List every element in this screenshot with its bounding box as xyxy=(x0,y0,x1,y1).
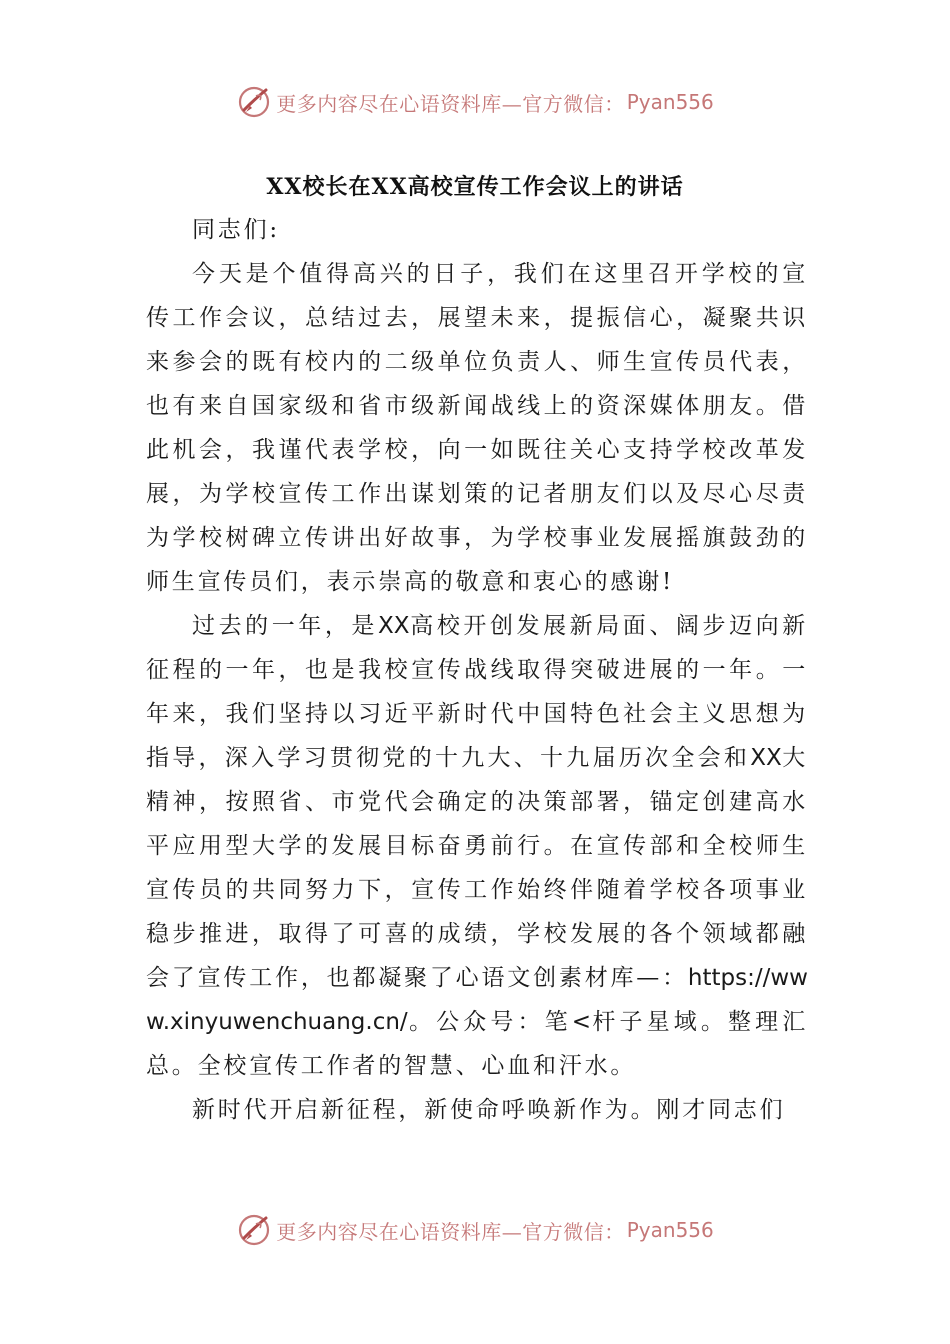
wechat-id: Pyan556 xyxy=(626,1218,714,1242)
p2-text-c: 高校开创发展新局面、阔步迈向新征程的一年，也是我校宣传战线取得突破进展的一年。一年来，我们坚持以习近平新时代中国特色社会主义思想为指导，深入学习贯彻党的十九大、十九届历次全会和 xyxy=(146,613,809,771)
document-body xyxy=(146,208,808,1132)
p2-xx-1: XX xyxy=(377,613,410,639)
p2-text-a: 过去的一年，是 xyxy=(192,613,378,639)
pen-logo-icon xyxy=(236,84,272,120)
wechat-id: Pyan556 xyxy=(626,90,714,114)
paragraph-3: 新时代开启新征程，新使命呼唤新作为。刚才同志们 xyxy=(192,1097,786,1123)
banner-text: 更多内容尽在心语资料库—官方微信： xyxy=(276,91,625,116)
paragraph-1: 今天是个值得高兴的日子，我们在这里召开学校的宣传工作会议，总结过去，展望未来，提振信心，凝聚共识来参会的既有校内的二级单位负责人、师生宣传员代表，也有来自国家级和省市级新闻战线上的资深媒体朋友。借此机会，我谨代表学校，向一如既往关心支持学校改革发展，为学校宣传工作出谋划策的记者朋友们以及尽心尽责为学校树碑立传讲出好故事，为学校事业发展摇旗鼓劲的师生宣传员们，表示崇高的敬意和衷心的感谢! xyxy=(146,261,808,595)
p2-xx-2: XX xyxy=(750,745,782,771)
document-title: XX校长在XX高校宣传工作会议上的讲话 xyxy=(266,174,684,200)
p2-text-h: < xyxy=(571,1009,592,1035)
p2-text-i: 杆子星域。整理汇总。全校宣传工作者的智慧、心血和汗水。 xyxy=(146,1009,808,1079)
header-watermark-banner xyxy=(0,80,950,124)
pen-logo-icon xyxy=(236,1212,272,1248)
banner-text: 更多内容尽在心语资料库—官方微信： xyxy=(276,1219,625,1244)
paragraph-2 xyxy=(146,604,808,1088)
p2-text-e: 大精神，按照省、市党代会确定的决策部署，锚定创建高水平应用型大学的发展目标奋勇前行。在宣传部和全校师生宣传员的共同努力下，宣传工作始终伴随着学校各项事业稳步推进，取得了可喜的成绩，学校发展的各个领域都融会了宣传工作，也都凝聚了心语文创素材库—： xyxy=(146,745,808,991)
p2-text-g: 。公众号：笔 xyxy=(407,1009,572,1035)
salutation: 同志们: xyxy=(192,217,280,243)
website-url: https://www.xinyuwenchuang.cn/ xyxy=(146,965,808,1035)
footer-watermark-banner xyxy=(0,1208,950,1252)
